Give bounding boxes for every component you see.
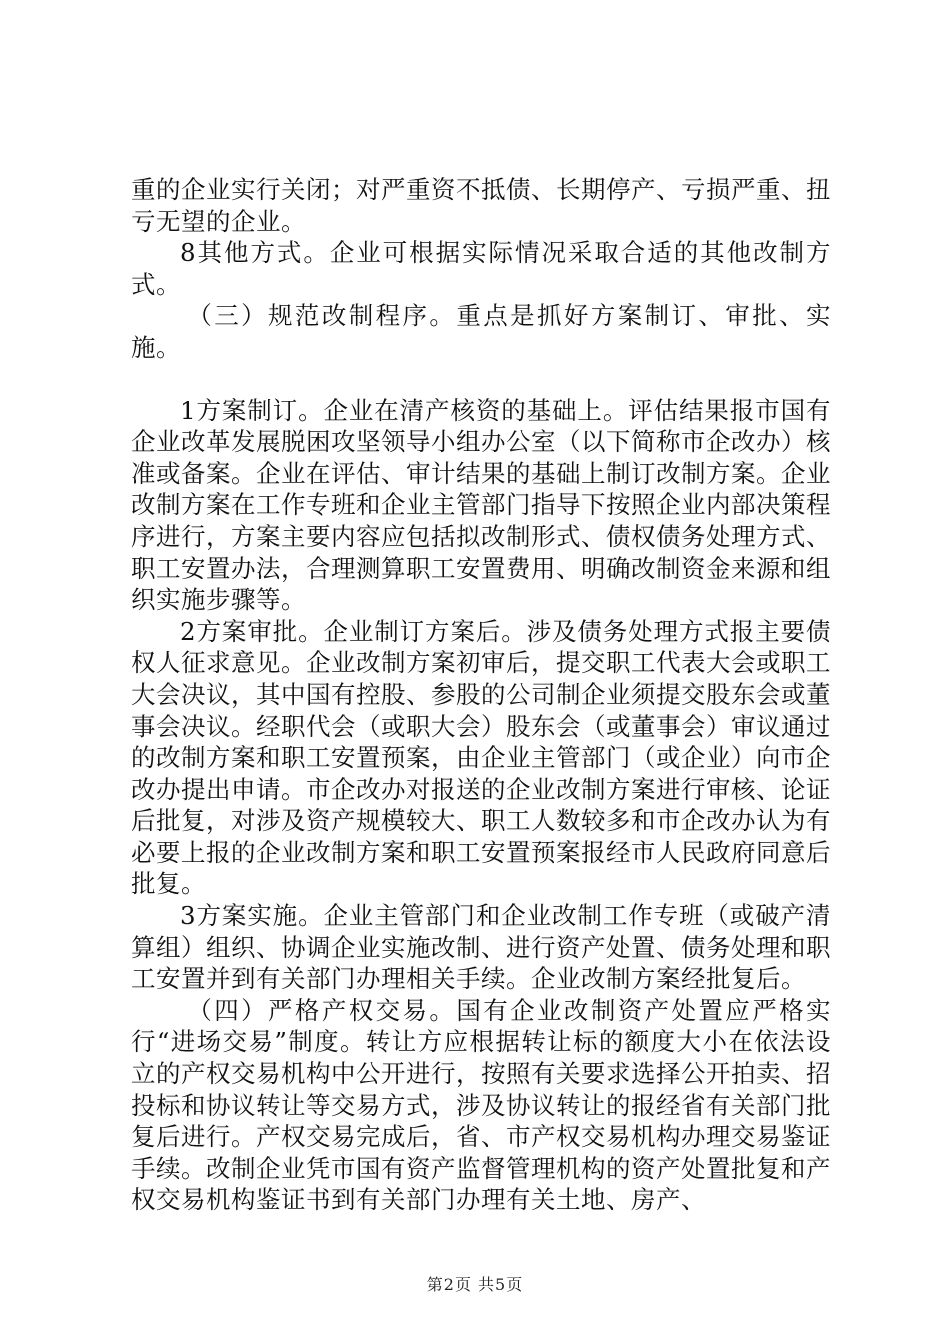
paragraph: 重的企业实行关闭；对严重资不抵债、长期停产、亏损严重、扭亏无望的企业。 [131, 175, 831, 236]
page-footer: 第2页 共5页 [426, 1275, 524, 1294]
section-heading: （三）规范改制程序。重点是抓好方案制订、审批、实施。 [131, 301, 831, 362]
paragraph: 3方案实施。企业主管部门和企业改制工作专班（或破产清算组）组织、协调企业实施改制、进行资产处置、债务处理和职工安置并到有关部门办理相关手续。企业改制方案经批复后。 [131, 901, 831, 994]
paragraph: 2方案审批。企业制订方案后。涉及债务处理方式报主要债权人征求意见。企业改制方案初审后，提交职工代表大会或职工大会决议，其中国有控股、参股的公司制企业须提交股东会或董事会决议。经职代会（或职大会）股东会（或董事会）审议通过的改制方案和职工安置预案，由企业主管部门（或企业）向市企改办提出申请。市企改办对报送的企业改制方案进行审核、论证后批复，对涉及资产规模较大、职工人数较多和市企改办认为有必要上报的企业改制方案和职工安置预案报经市人民政府同意后批复。 [131, 616, 831, 899]
paragraph: 1方案制订。企业在清产核资的基础上。评估结果报市国有企业改革发展脱困攻坚领导小组办公室（以下简称市企改办）核准或备案。企业在评估、审计结果的基础上制订改制方案。企业改制方案在工作专班和企业主管部门指导下按照企业内部决策程序进行，方案主要内容应包括拟改制形式、债权债务处理方式、职工安置办法，合理测算职工安置费用、明确改制资金来源和组织实施步骤等。 [131, 395, 831, 615]
document-body [131, 174, 831, 1216]
section-heading: （四）严格产权交易。国有企业改制资产处置应严格实行“进场交易”制度。转让方应根据转让标的额度大小在依法设立的产权交易机构中公开进行，按照有关要求选择公开拍卖、招投标和协议转让等交易方式，涉及协议转让的报经省有关部门批复后进行。产权交易完成后，省、市产权交易机构办理交易鉴证手续。改制企业凭市国有资产监督管理机构的资产处置批复和产权交易机构鉴证书到有关部门办理有关土地、房产、 [131, 995, 831, 1215]
paragraph: 8其他方式。企业可根据实际情况采取合适的其他改制方式。 [131, 238, 831, 299]
